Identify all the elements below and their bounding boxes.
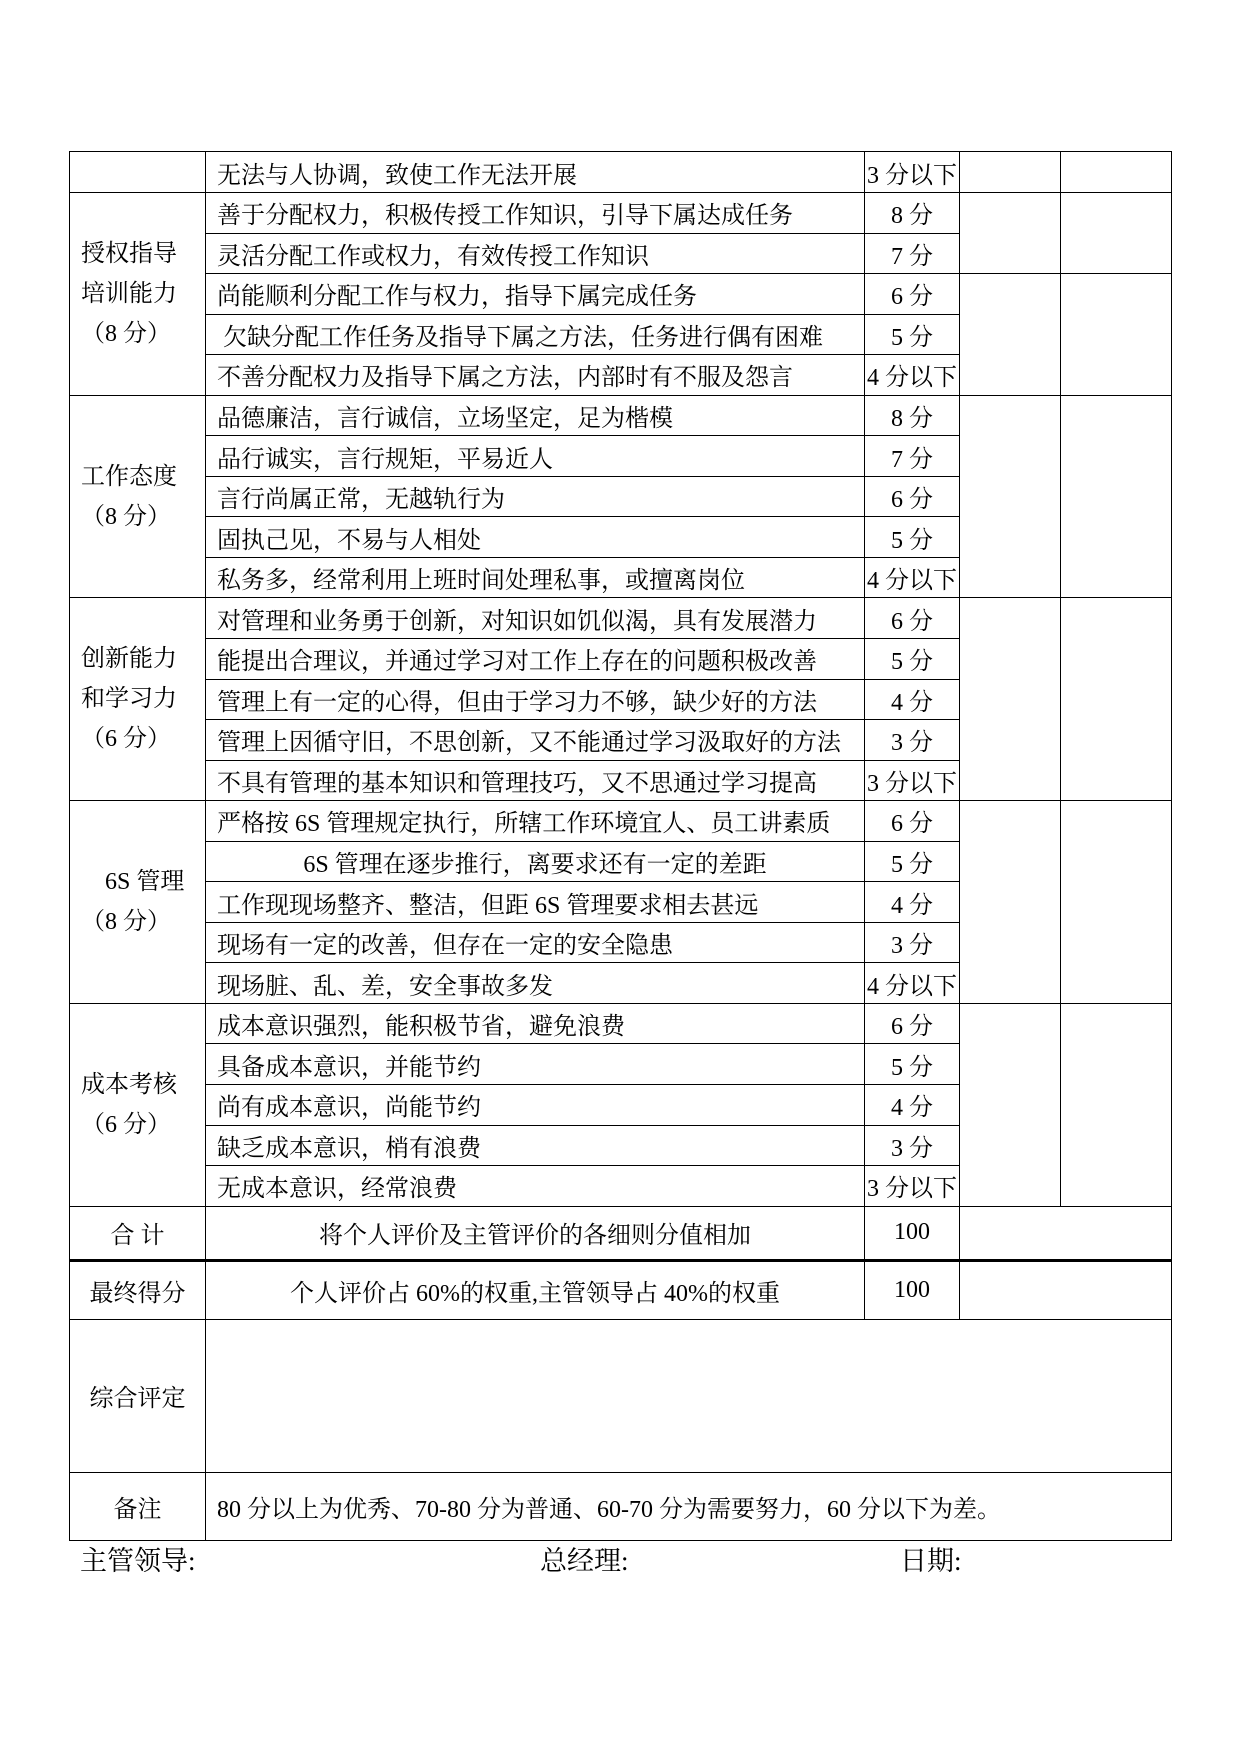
supervisor-evaluation-cell [1061, 193, 1172, 274]
date-label: 日期: [900, 1545, 962, 1576]
category-label: 工作态度 [81, 463, 177, 490]
criterion-description: 工作现现场整齐、整洁，但距 6S 管理要求相去甚远 [206, 882, 865, 923]
category-label: 培训能力 [81, 280, 177, 307]
criterion-description: 尚有成本意识，尚能节约 [206, 1085, 865, 1126]
signature-line [69, 1541, 1173, 1581]
criterion-score: 7 分 [865, 234, 960, 275]
category-6s-management [70, 801, 206, 1004]
evaluation-table [69, 151, 1172, 1541]
remarks-label: 备注 [70, 1473, 206, 1541]
criterion-score: 6 分 [865, 801, 960, 842]
category-work-attitude [70, 396, 206, 599]
criterion-description: 现场脏、乱、差，安全事故多发 [206, 963, 865, 1004]
criterion-description: 言行尚属正常，无越轨行为 [206, 477, 865, 518]
criterion-score: 5 分 [865, 639, 960, 680]
supervisor-evaluation-cell [1061, 152, 1172, 193]
criterion-description: 不善分配权力及指导下属之方法，内部时有不服及怨言 [206, 355, 865, 396]
self-evaluation-cell [960, 1004, 1061, 1207]
criterion-score: 3 分以下 [865, 152, 960, 193]
criterion-description: 严格按 6S 管理规定执行，所辖工作环境宜人、员工讲素质 [206, 801, 865, 842]
category-delegation-training [70, 193, 206, 396]
self-evaluation-cell [960, 801, 1061, 1004]
criterion-description: 无成本意识，经常浪费 [206, 1166, 865, 1207]
criterion-score: 5 分 [865, 315, 960, 356]
criterion-score: 4 分以下 [865, 558, 960, 599]
criterion-description: 现场有一定的改善，但存在一定的安全隐患 [206, 923, 865, 964]
category-points: （6 分） [81, 1111, 171, 1138]
supervisor-evaluation-cell [1061, 396, 1172, 599]
criterion-description: 善于分配权力，积极传授工作知识，引导下属达成任务 [206, 193, 865, 234]
criterion-score: 4 分 [865, 882, 960, 923]
criterion-description: 能提出合理议，并通过学习对工作上存在的问题积极改善 [206, 639, 865, 680]
criterion-score: 5 分 [865, 1044, 960, 1085]
criterion-description: 欠缺分配工作任务及指导下属之方法，任务进行偶有困难 [206, 315, 865, 356]
category-label: 授权指导 [81, 240, 177, 267]
general-manager-signature-label: 总经理: [540, 1545, 629, 1576]
category-label: 成本考核 [81, 1071, 177, 1098]
criterion-score: 6 分 [865, 274, 960, 315]
self-evaluation-cell [960, 274, 1061, 396]
criterion-score: 3 分 [865, 923, 960, 964]
criterion-score: 6 分 [865, 598, 960, 639]
final-score-value: 100 [865, 1262, 960, 1320]
criterion-score: 4 分 [865, 1085, 960, 1126]
criterion-description: 品行诚实，言行规矩，平易近人 [206, 436, 865, 477]
criterion-description: 管理上有一定的心得，但由于学习力不够，缺少好的方法 [206, 680, 865, 721]
total-score: 100 [865, 1207, 960, 1262]
criterion-description: 灵活分配工作或权力，有效传授工作知识 [206, 234, 865, 275]
total-label: 合 计 [70, 1207, 206, 1262]
criterion-score: 5 分 [865, 842, 960, 883]
category-cost-control [70, 1004, 206, 1207]
criterion-score: 4 分 [865, 680, 960, 721]
criterion-description: 品德廉洁，言行诚信，立场坚定，足为楷模 [206, 396, 865, 437]
total-entry-cell [960, 1207, 1172, 1262]
evaluation-form [69, 151, 1173, 1581]
criterion-description: 尚能顺利分配工作与权力，指导下属完成任务 [206, 274, 865, 315]
criterion-score: 4 分以下 [865, 355, 960, 396]
criterion-score: 3 分以下 [865, 1166, 960, 1207]
criterion-score: 3 分 [865, 1126, 960, 1167]
criterion-score: 3 分 [865, 720, 960, 761]
total-description: 将个人评价及主管评价的各细则分值相加 [206, 1207, 865, 1262]
final-score-label: 最终得分 [70, 1262, 206, 1320]
overall-evaluation-label: 综合评定 [70, 1320, 206, 1473]
criterion-description: 私务多，经常利用上班时间处理私事，或擅离岗位 [206, 558, 865, 599]
category-label: 创新能力 [81, 646, 177, 673]
overall-evaluation-cell [206, 1320, 1172, 1473]
supervisor-evaluation-cell [1061, 598, 1172, 801]
criterion-score: 7 分 [865, 436, 960, 477]
self-evaluation-cell [960, 598, 1061, 801]
criterion-score: 6 分 [865, 1004, 960, 1045]
category-points: （8 分） [81, 909, 171, 936]
criterion-description: 6S 管理在逐步推行，离要求还有一定的差距 [206, 842, 865, 883]
supervisor-evaluation-cell [1061, 801, 1172, 1004]
remarks-text: 80 分以上为优秀、70-80 分为普通、60-70 分为需要努力，60 分以下为差。 [206, 1473, 1172, 1541]
self-evaluation-cell [960, 152, 1061, 193]
criterion-description: 固执己见，不易与人相处 [206, 517, 865, 558]
criterion-score: 8 分 [865, 193, 960, 234]
criterion-score: 5 分 [865, 517, 960, 558]
criterion-score: 3 分以下 [865, 761, 960, 802]
self-evaluation-cell [960, 396, 1061, 599]
final-score-description: 个人评价占 60%的权重,主管领导占 40%的权重 [206, 1262, 865, 1320]
criterion-description: 管理上因循守旧，不思创新，又不能通过学习汲取好的方法 [206, 720, 865, 761]
category-points: （8 分） [81, 320, 171, 347]
category-points: （8 分） [81, 503, 171, 530]
category-label: 和学习力 [81, 686, 177, 713]
criterion-description: 成本意识强烈，能积极节省，避免浪费 [206, 1004, 865, 1045]
criterion-description: 对管理和业务勇于创新，对知识如饥似渴，具有发展潜力 [206, 598, 865, 639]
criterion-description: 具备成本意识，并能节约 [206, 1044, 865, 1085]
criterion-description: 无法与人协调，致使工作无法开展 [206, 152, 865, 193]
category-cell-continued [70, 152, 206, 193]
self-evaluation-cell [960, 193, 1061, 274]
final-score-entry-cell [960, 1262, 1172, 1320]
criterion-score: 8 分 [865, 396, 960, 437]
category-label: 6S 管理 [105, 869, 185, 896]
supervisor-signature-label: 主管领导: [80, 1545, 196, 1576]
category-points: （6 分） [81, 726, 171, 753]
supervisor-evaluation-cell [1061, 1004, 1172, 1207]
criterion-score: 6 分 [865, 477, 960, 518]
criterion-description: 不具有管理的基本知识和管理技巧，又不思通过学习提高 [206, 761, 865, 802]
criterion-score: 4 分以下 [865, 963, 960, 1004]
criterion-description: 缺乏成本意识，梢有浪费 [206, 1126, 865, 1167]
category-innovation-learning [70, 598, 206, 801]
supervisor-evaluation-cell [1061, 274, 1172, 396]
